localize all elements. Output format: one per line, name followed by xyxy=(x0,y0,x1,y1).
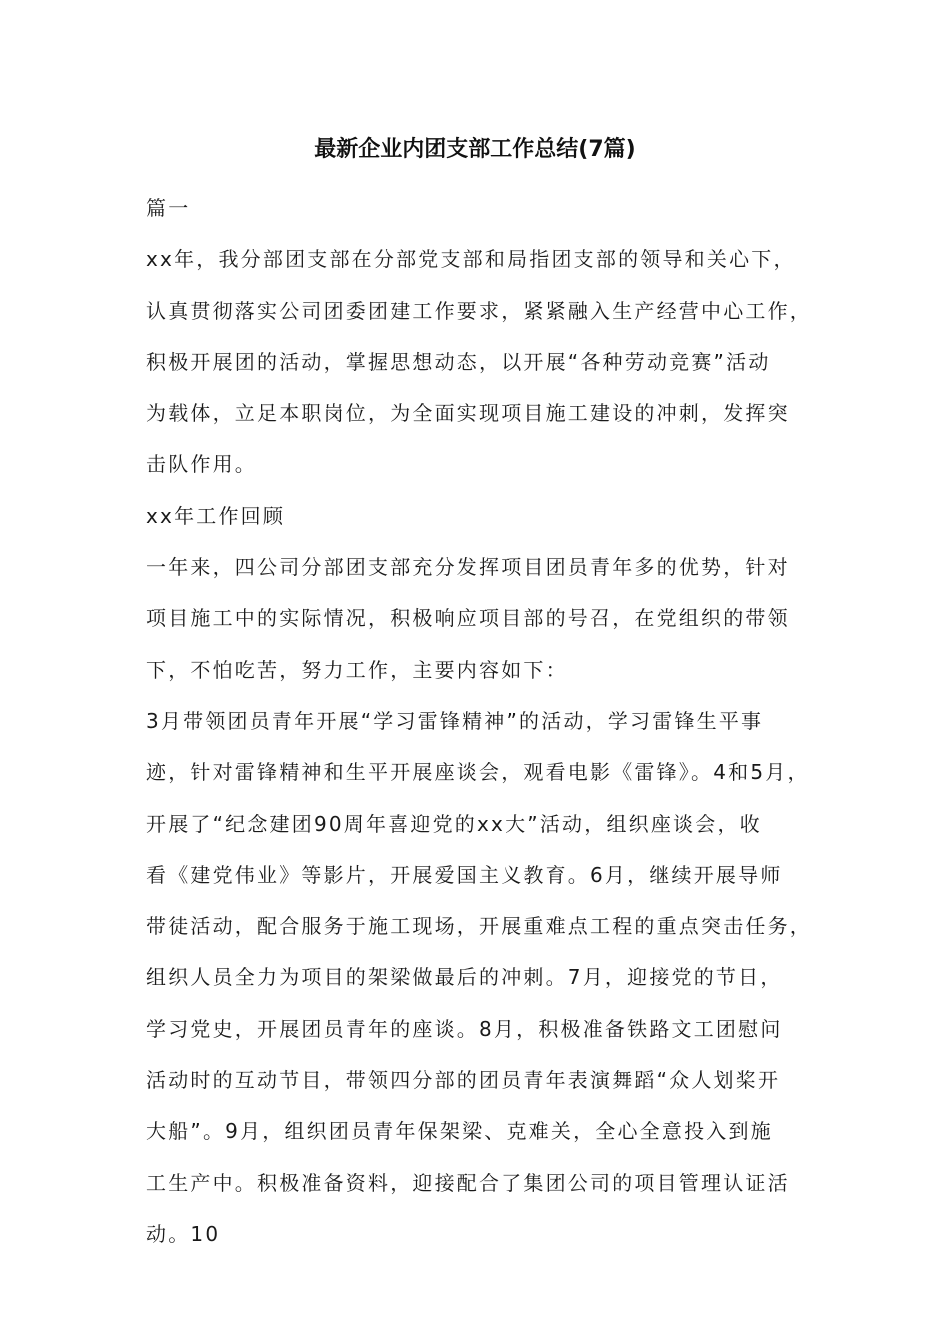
paragraph-line: 项目施工中的实际情况，积极响应项目部的号召，在党组织的带领 xyxy=(146,606,790,631)
paragraph-line: 积极开展团的活动，掌握思想动态，以开展“各种劳动竞赛”活动 xyxy=(146,349,771,374)
paragraph-line: 开展了“纪念建团90周年喜迎党的xx大”活动，组织座谈会，收 xyxy=(146,811,762,836)
paragraph-line: 看《建党伟业》等影片，开展爱国主义教育。6月，继续开展导师 xyxy=(146,862,783,887)
paragraph-line: 学习党史，开展团员青年的座谈。8月，积极准备铁路文工团慰问 xyxy=(146,1016,783,1041)
section-heading: 篇一 xyxy=(146,196,191,220)
paragraph-line: 3月带领团员青年开展“学习雷锋精神”的活动，学习雷锋生平事 xyxy=(146,708,764,733)
document-title: 最新企业内团支部工作总结(7篇) xyxy=(314,137,636,162)
subsection-heading: xx年工作回顾 xyxy=(146,503,286,528)
paragraph-line: 为载体，立足本职岗位，为全面实现项目施工建设的冲刺，发挥突 xyxy=(146,401,790,426)
paragraph-line: 动。10 xyxy=(146,1221,221,1246)
paragraph-line: 工生产中。积极准备资料，迎接配合了集团公司的项目管理认证活 xyxy=(146,1170,790,1195)
paragraph-line: 组织人员全力为项目的架梁做最后的冲刺。7月，迎接党的节日， xyxy=(146,965,783,990)
paragraph-line: 认真贯彻落实公司团委团建工作要求，紧紧融入生产经营中心工作， xyxy=(146,298,812,323)
paragraph-line: 击队作用。 xyxy=(146,452,257,477)
paragraph-line: xx年，我分部团支部在分部党支部和局指团支部的领导和关心下， xyxy=(146,247,796,272)
paragraph-line: 一年来，四公司分部团支部充分发挥项目团员青年多的优势，针对 xyxy=(146,555,790,580)
paragraph-line: 下，不怕吃苦，努力工作，主要内容如下： xyxy=(146,657,568,682)
paragraph-line: 带徒活动，配合服务于施工现场，开展重难点工程的重点突击任务， xyxy=(146,914,812,939)
document-body xyxy=(146,183,826,1260)
paragraph-line: 大船”。9月，组织团员青年保架梁、克难关，全心全意投入到施 xyxy=(146,1119,773,1144)
paragraph-line: 活动时的互动节目，带领四分部的团员青年表演舞蹈“众人划桨开 xyxy=(146,1068,781,1093)
paragraph-line: 迹，针对雷锋精神和生平开展座谈会，观看电影《雷锋》。4和5月， xyxy=(146,760,810,785)
